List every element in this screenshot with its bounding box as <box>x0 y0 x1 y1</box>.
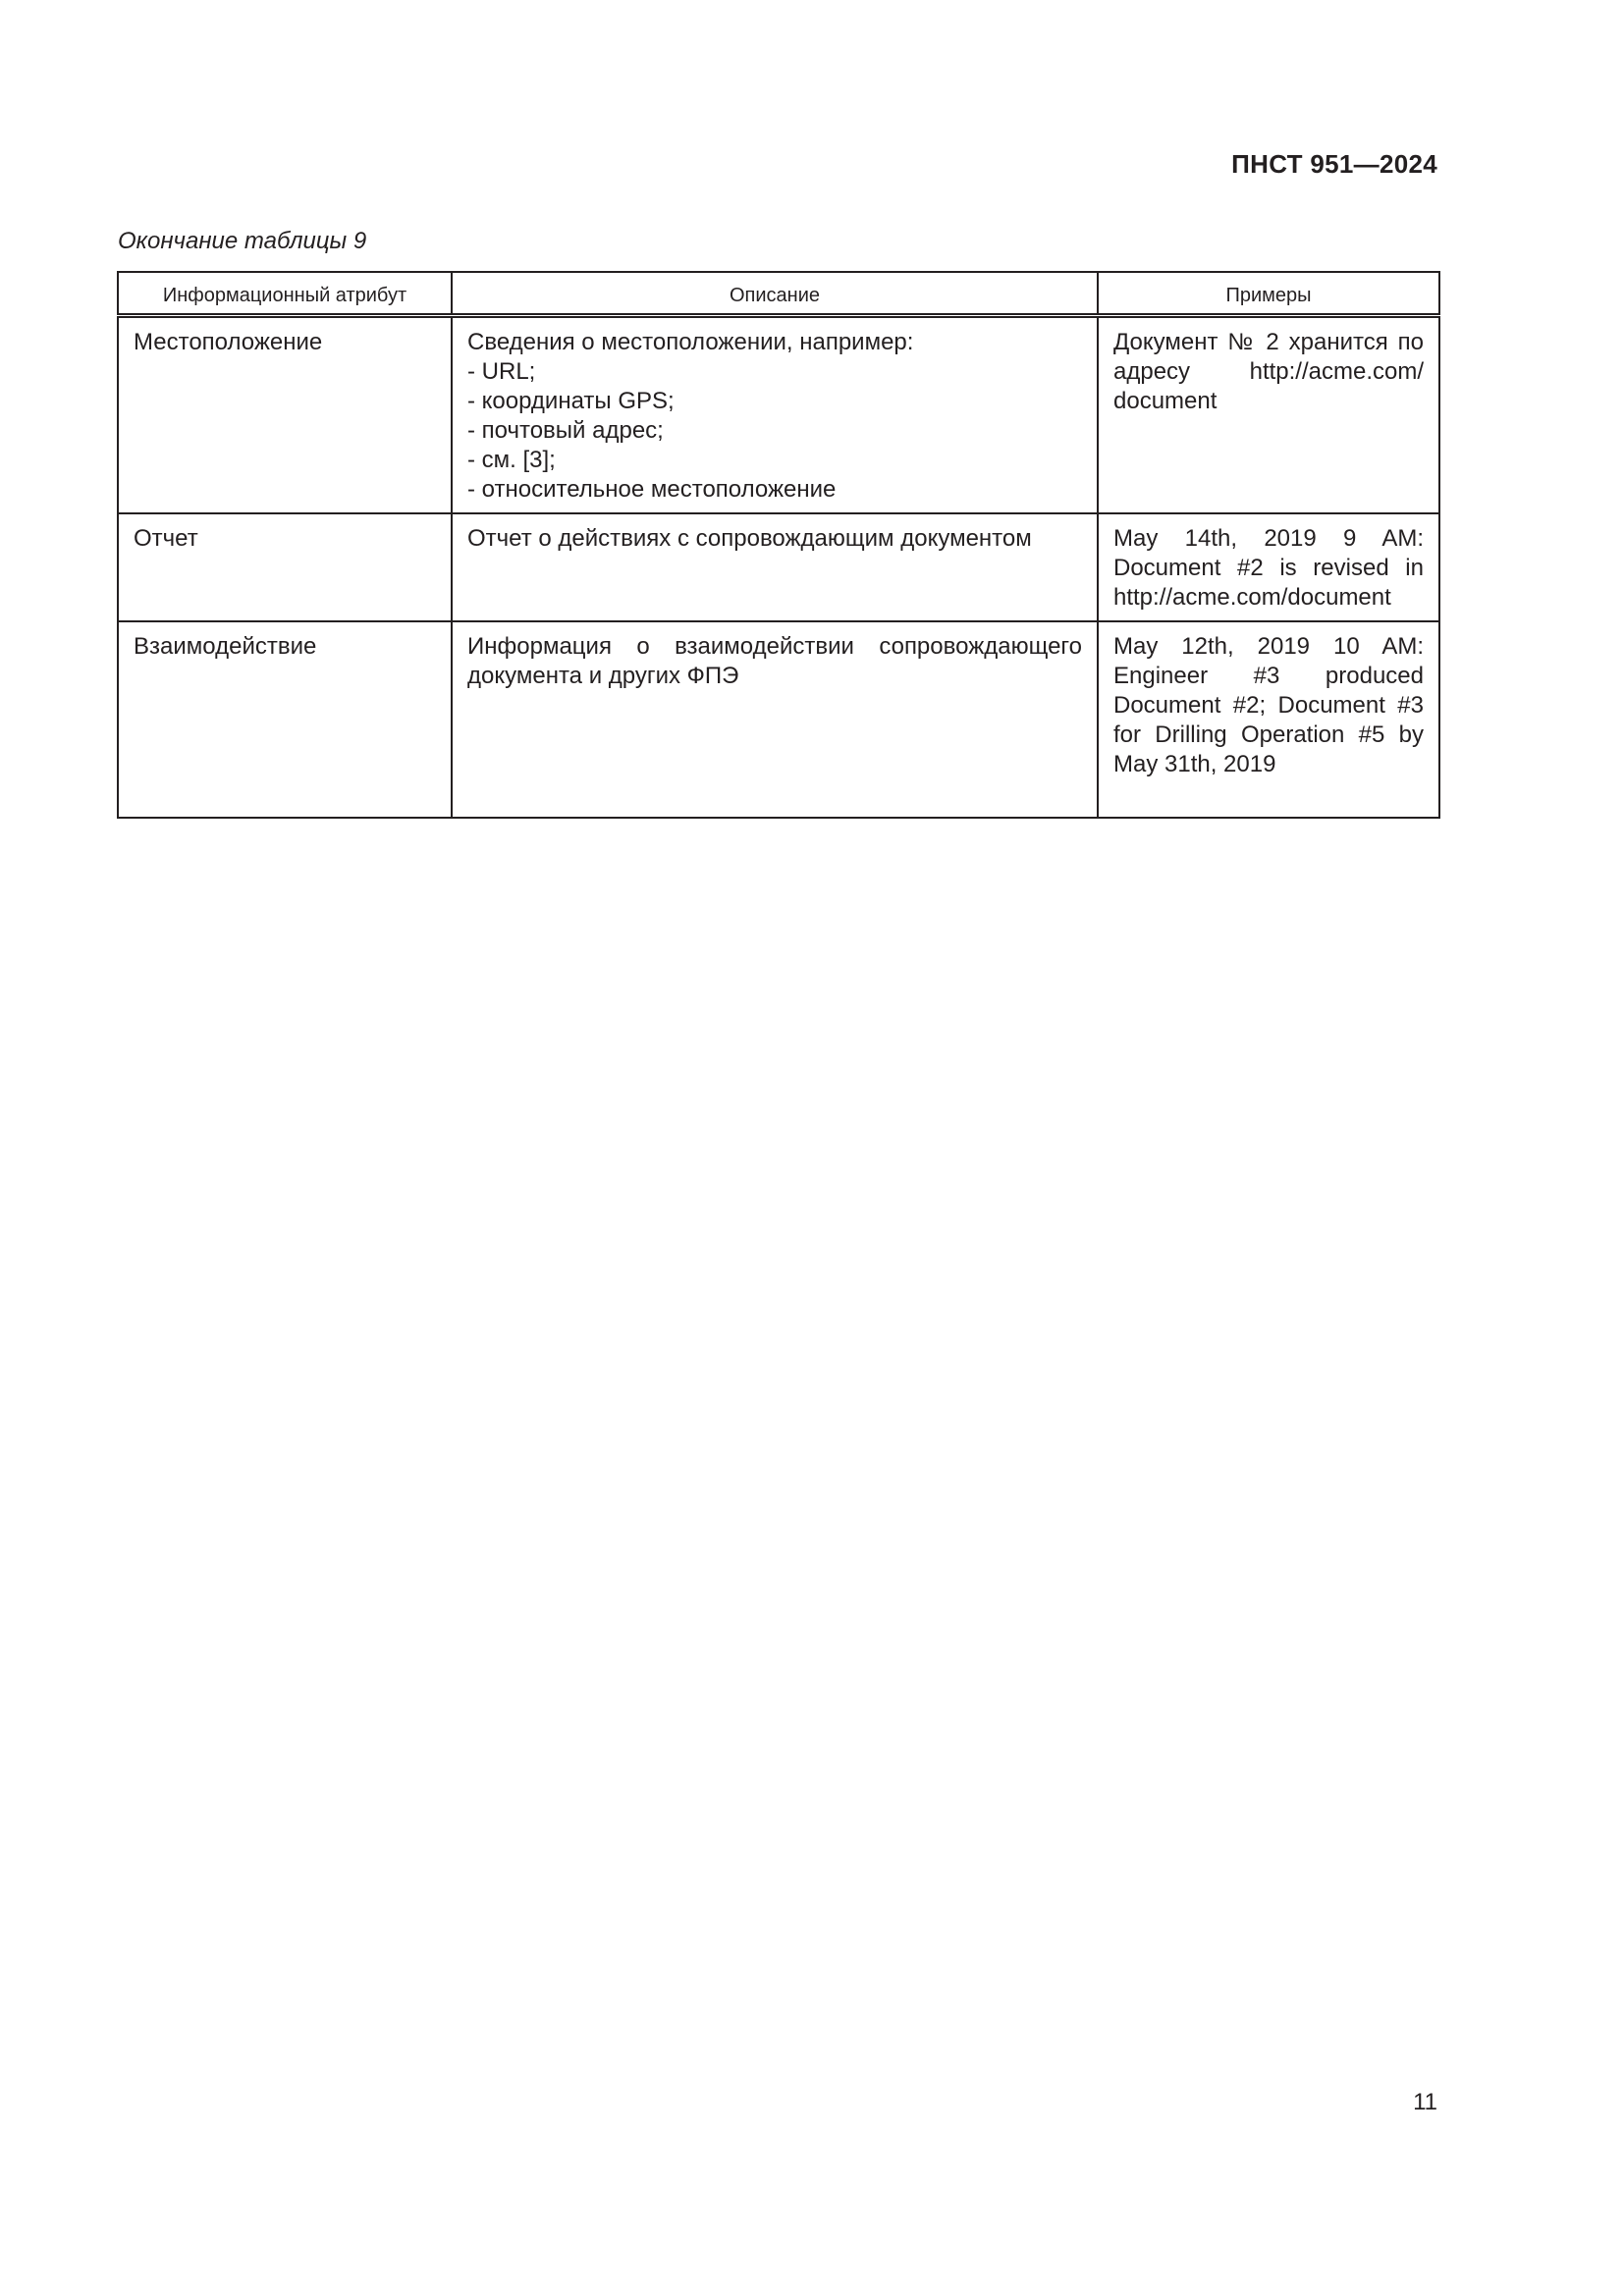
table-row <box>118 513 1439 621</box>
description-line: Информация о взаимодействии сопровождающего документа и других ФПЭ <box>467 633 1082 689</box>
description-line: - координаты GPS; <box>467 387 675 414</box>
attribute-cell: Взаимодействие <box>118 621 452 818</box>
document-code: ПНСТ 951—2024 <box>1231 149 1437 179</box>
attribute-cell: Местоположение <box>118 315 452 513</box>
table-header-row <box>118 272 1439 315</box>
description-cell <box>452 621 1098 818</box>
description-line: Сведения о местоположении, например: <box>467 328 914 355</box>
description-line: - URL; <box>467 357 536 385</box>
example-cell: Документ № 2 хранится по адресу http://acme.com/ document <box>1098 315 1439 513</box>
page-number: 11 <box>1413 2089 1437 2115</box>
description-line: - см. [3]; <box>467 446 556 473</box>
example-cell: May 14th, 2019 9 AM: Document #2 is revised in http://acme.com/document <box>1098 513 1439 621</box>
example-cell: May 12th, 2019 10 AM: Engineer #3 produced Document #2; Document #3 for Drilling Operation #5 by May 31th, 2019 <box>1098 621 1439 818</box>
column-header-description: Описание <box>452 272 1098 315</box>
table-caption: Окончание таблицы 9 <box>118 228 367 254</box>
description-line: - относительное местоположение <box>467 475 837 503</box>
column-header-attribute: Информационный атрибут <box>118 272 452 315</box>
table-row <box>118 621 1439 818</box>
description-cell <box>452 315 1098 513</box>
description-line: Отчет о действиях с сопровождающим документом <box>467 525 1032 552</box>
description-line: - почтовый адрес; <box>467 416 664 444</box>
column-header-examples: Примеры <box>1098 272 1439 315</box>
table-row <box>118 315 1439 513</box>
attribute-cell: Отчет <box>118 513 452 621</box>
description-cell <box>452 513 1098 621</box>
attributes-table <box>117 271 1440 819</box>
